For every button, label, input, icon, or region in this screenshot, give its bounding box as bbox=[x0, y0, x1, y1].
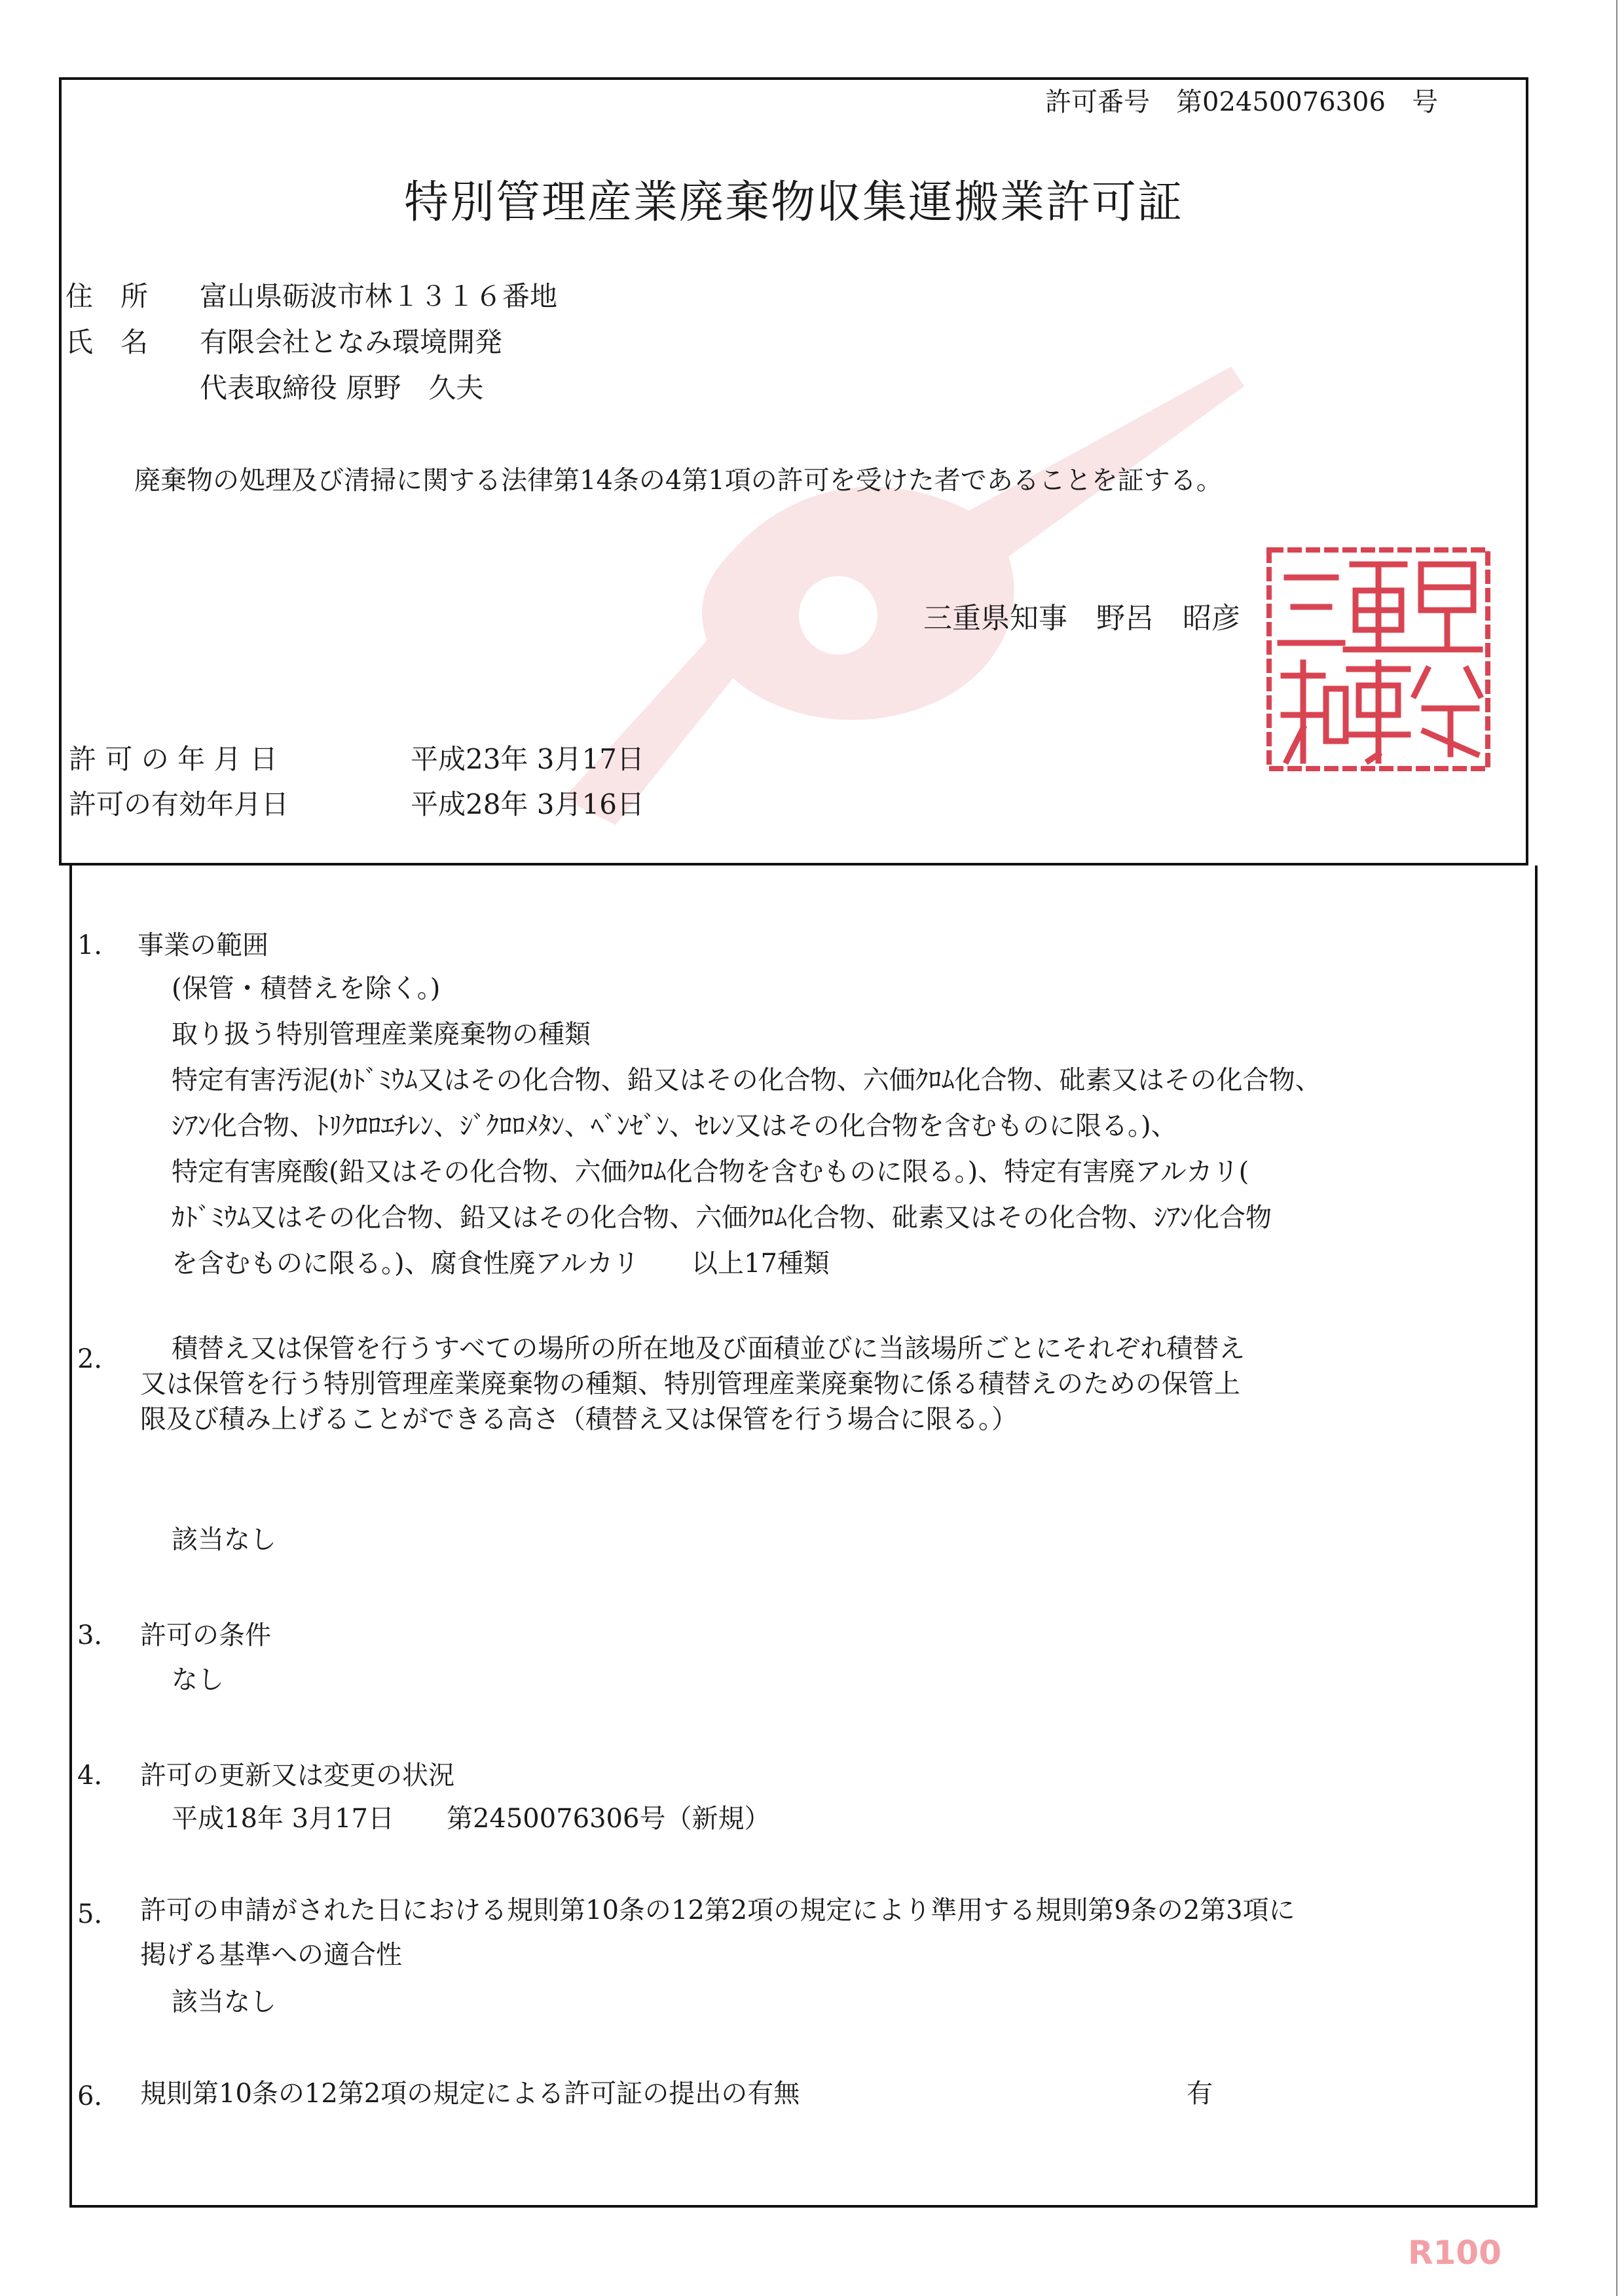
item-1-line-7: を含むものに限る。)、腐食性廃アルカリ 以上17種類 bbox=[172, 1248, 830, 1279]
certificate-title: 特別管理産業廃棄物収集運搬業許可証 bbox=[403, 177, 1183, 228]
item-4-value: 平成18年 3月17日 第2450076306号（新規） bbox=[172, 1804, 771, 1834]
official-seal bbox=[1264, 545, 1493, 774]
address-value: 富山県砺波市林１３１６番地 bbox=[200, 280, 558, 312]
item-1-line-4: ｼｱﾝ化合物、ﾄﾘｸﾛﾛｴﾁﾚﾝ、ｼﾞｸﾛﾛﾒﾀﾝ、ﾍﾞﾝｾﾞﾝ、ｾﾚﾝ又はその化合物を含むものに限る。)、 bbox=[172, 1111, 1177, 1141]
item-4-number: 4． bbox=[77, 1760, 120, 1791]
item-5-number: 5． bbox=[77, 1899, 120, 1929]
item-2-line-1: 積替え又は保管を行うすべての場所の所在地及び面積並びに当該場所ごとにそれぞれ積替え bbox=[172, 1334, 1246, 1364]
item-6-value: 有 bbox=[1187, 2079, 1213, 2109]
item-1-line-3: 特定有害汚泥(ｶﾄﾞﾐｳﾑ又はその化合物、鉛又はその化合物、六価ｸﾛﾑ化合物、砒素又はその化合物、 bbox=[172, 1065, 1321, 1095]
expiry-date: 平成28年 3月16日 bbox=[411, 788, 644, 820]
item-3-number: 3． bbox=[77, 1620, 120, 1650]
representative: 代表取締役 原野 久夫 bbox=[200, 372, 484, 404]
name-label: 氏 名 bbox=[65, 326, 149, 358]
page-edge-line bbox=[1616, 0, 1617, 2296]
item-2-number: 2． bbox=[77, 1344, 120, 1374]
expiry-date-label: 許可の有効年月日 bbox=[69, 788, 289, 820]
permit-date: 平成23年 3月17日 bbox=[411, 743, 644, 775]
item-3-value: なし bbox=[172, 1665, 224, 1695]
item-2-line-3: 限及び積み上げることができる高さ（積替え又は保管を行う場合に限る。） bbox=[140, 1404, 1018, 1434]
item-5-value: 該当なし bbox=[172, 1987, 276, 2017]
item-6-number: 6． bbox=[77, 2081, 120, 2111]
governor-name: 三重県知事 野呂 昭彦 bbox=[923, 602, 1240, 635]
item-1-line-6: ｶﾄﾞﾐｳﾑ又はその化合物、鉛又はその化合物、六価ｸﾛﾑ化合物、砒素又はその化合物、ｼｱﾝ化合物 bbox=[172, 1203, 1272, 1233]
item-1-line-5: 特定有害廃酸(鉛又はその化合物、六価ｸﾛﾑ化合物を含むものに限る。)、特定有害廃アルカリ( bbox=[172, 1157, 1249, 1187]
item-1-line-1: (保管・積替えを除く。) bbox=[172, 974, 441, 1004]
permit-number: 許可番号 第02450076306 号 bbox=[1045, 87, 1438, 117]
item-5-line-1: 許可の申請がされた日における規則第10条の12第2項の規定により準用する規則第9条の2第3項に bbox=[140, 1895, 1295, 1925]
item-4-title: 許可の更新又は変更の状況 bbox=[140, 1760, 454, 1791]
item-1-number: 1． bbox=[77, 930, 120, 960]
recycle-mark: R100 bbox=[1408, 2234, 1502, 2272]
item-6-title: 規則第10条の12第2項の規定による許可証の提出の有無 bbox=[140, 2079, 800, 2109]
item-1-title: 事業の範囲 bbox=[138, 930, 268, 960]
certification-text: 廃棄物の処理及び清掃に関する法律第14条の4第1項の許可を受けた者であることを証する。 bbox=[134, 465, 1223, 496]
permit-date-label: 許 可 の 年 月 日 bbox=[69, 743, 278, 775]
item-1-line-2: 取り扱う特別管理産業廃棄物の種類 bbox=[172, 1019, 591, 1049]
item-3-title: 許可の条件 bbox=[140, 1620, 271, 1650]
company-name: 有限会社となみ環境開発 bbox=[200, 326, 503, 358]
item-2-line-2: 又は保管を行う特別管理産業廃棄物の種類、特別管理産業廃棄物に係る積替えのための保管上 bbox=[140, 1369, 1240, 1399]
address-label: 住 所 bbox=[65, 280, 149, 312]
item-5-line-2: 掲げる基準への適合性 bbox=[140, 1940, 402, 1970]
item-2-value: 該当なし bbox=[172, 1525, 276, 1555]
